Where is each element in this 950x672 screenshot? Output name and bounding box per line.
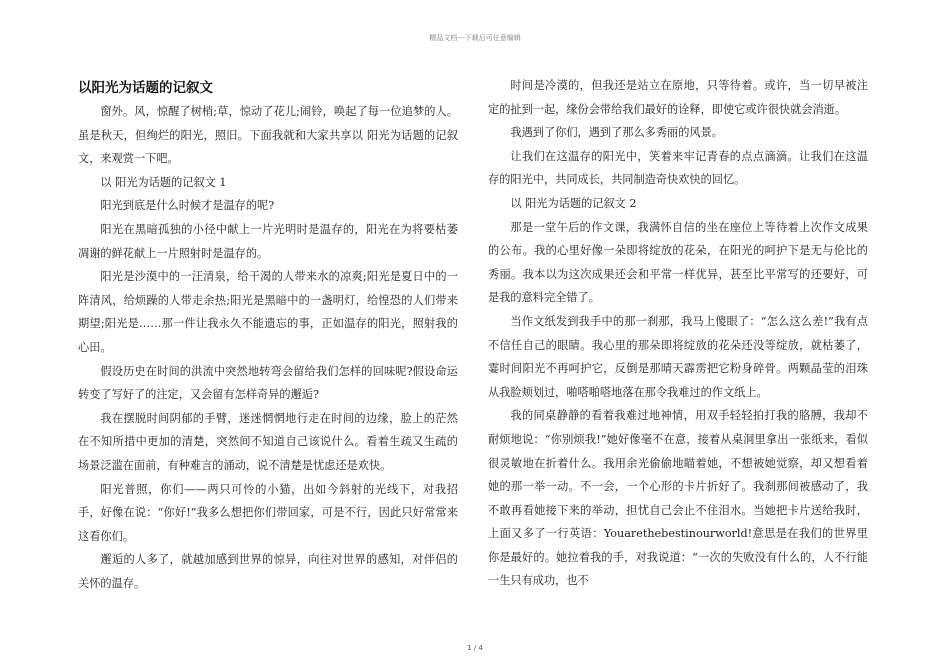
document-title: 以阳光为话题的记叙文: [78, 80, 213, 96]
paragraph: 当作文纸发到我手中的那一刹那，我马上傻眼了：“怎么这么差!”我有点不信任自己的眼睛。我心里的那朵即将绽放的花朵还没等绽放，就枯萎了，霎时间阳光不再呵护它，反倒是那晴天霹雳把它粉身碎骨。两颗晶莹的泪珠从我脸颊划过，啪嗒啪嗒地落在那令我难过的作文纸上。: [488, 314, 868, 399]
paragraph: 让我们在这温存的阳光中，笑着来牢记青春的点点滴滴。让我们在这温存的阳光中，共同成长，共同制造奇快欢快的回忆。: [488, 149, 868, 187]
paragraph: 阳光到底是什么时候才是温存的呢?: [100, 199, 275, 213]
paragraph: 阳光在黑暗孤独的小径中献上一片光明时是温存的，阳光在为将要枯萎凋谢的鲜花献上一片照射时是温存的。: [78, 222, 458, 260]
paragraph: 时间是冷漠的，但我还是站立在原地，只等待着。或许，当一切早被注定的扯到一起，缘份会带给我们最好的诠释，即使它或许很快就会消逝。: [488, 79, 868, 116]
page-header: 精品文档---下载后可任意编辑: [429, 34, 521, 42]
paragraph: 我的同桌静静的看着我难过地神情，用双手轻轻拍打我的胳膊，我却不耐烦地说：“你别烦我!”她好像毫不在意，接着从桌洞里拿出一张纸来，看似很灵敏地在折着什么。我用余光偷偷地瞄着她，不想被她觉察，却又想看着她的那一举一动。不一会，一个心形的卡片折好了。我刹那间被感动了，我不敢再看她接下来的举动，担忧自己会止不住泪水。当她把卡片送给我时，上面又多了一行英语：Youarethebestinourworld!意思是在我们的世界里你是最好的。她拉着我的手，对我说道：“一次的失败没有什么的，人不行能一生只有成功，也不: [488, 409, 868, 588]
page-number: 1 / 4: [467, 644, 483, 652]
paragraph: 那是一堂午后的作文课，我满怀自信的坐在座位上等待着上次作文成果的公布。我的心里好像一朵即将绽放的花朵，在阳光的呵护下是无与伦比的秀丽。我本以为这次成果还会和平常一样优异，甚至比平常写的还要好，可是我的意料完全错了。: [488, 220, 868, 305]
paragraph: 窗外。风，惊醒了树梢;草，惊动了花儿;闹铃，唤起了每一位追梦的人。虽是秋天，但绚烂的阳光，照旧。下面我就和大家共享以 阳光为话题的记叙文，来观赏一下吧。: [78, 105, 458, 166]
right-column: [488, 74, 868, 593]
paragraph: 阳光普照，你们——两只可怜的小猫，出如今斜射的光线下，对我招手，好像在说：“你好!”我多么想把你们带回家，可是不行，因此只好常常来这看你们。: [78, 482, 458, 543]
paragraph: 我在摆脱时间阴郁的手臂，迷迷惘惘地行走在时间的边缘，脸上的茫然在不知所措中更加的清楚，突然间不知道自己该说什么。看着生疏又生疏的场景泛滥在面前，有种难言的涌动，说不清楚是忧虑还是欢快。: [78, 411, 458, 472]
paragraph: 阳光是沙漠中的一汪清泉，给干渴的人带来水的凉爽;阳光是夏日中的一阵清风，给烦躁的人带走余热;阳光是黑暗中的一盏明灯，给惶恐的人们带来期望;阳光是……那一件让我永久不能遗忘的事，正如温存的阳光，照射我的心田。: [78, 270, 458, 354]
paragraph: 邂逅的人多了，就越加感到世界的惊异，向往对世界的感知，对伴侣的关怀的温存。: [78, 553, 458, 590]
section-heading: 以 阳光为话题的记叙文 1: [100, 175, 227, 189]
left-column: [78, 100, 458, 595]
paragraph: 假设历史在时间的洪流中突然地转弯会留给我们怎样的回味呢?假设命运转变了写好了的注定，又会留有怎样奇异的邂逅?: [78, 364, 458, 402]
paragraph: 我遇到了你们，遇到了那么多秀丽的风景。: [510, 126, 723, 140]
section-heading: 以 阳光为话题的记叙文 2: [510, 196, 637, 210]
